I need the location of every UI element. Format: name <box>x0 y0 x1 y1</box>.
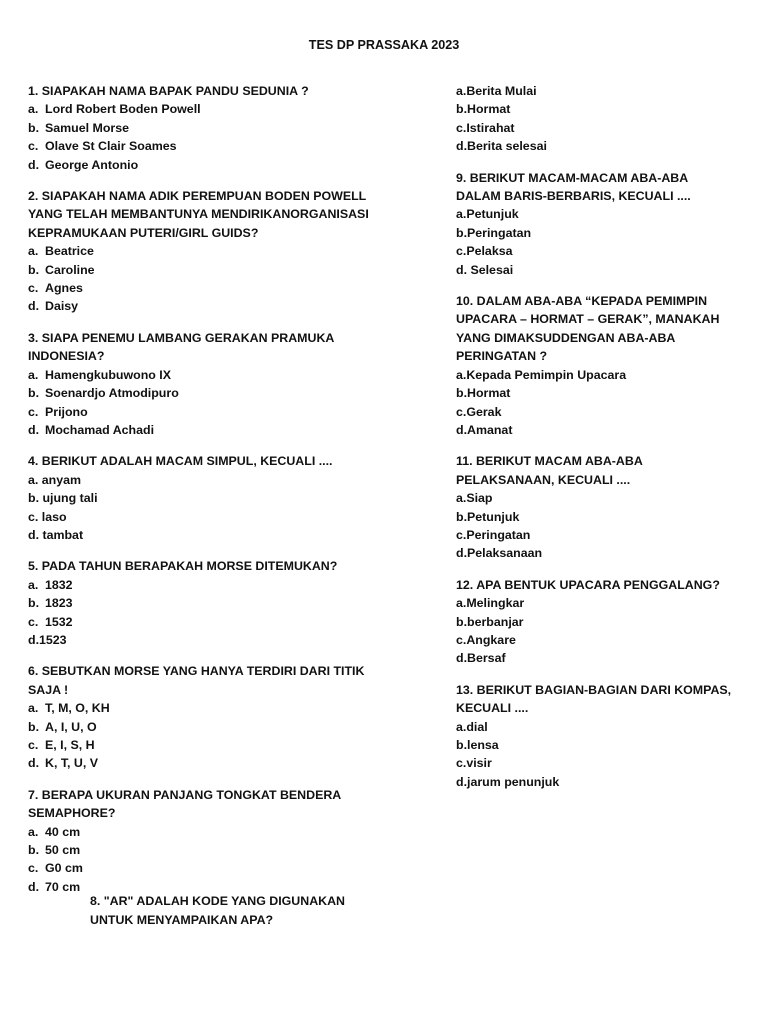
question-text: 12. APA BENTUK UPACARA PENGGALANG? <box>456 577 720 592</box>
option-text: Soenardjo Atmodipuro <box>45 386 179 401</box>
option-c: c.Peringatan <box>456 527 531 542</box>
question-text: YANG DIMAKSUDDENGAN ABA-ABA <box>456 330 676 345</box>
option-d <box>28 156 398 174</box>
option-letter: a. <box>28 244 39 259</box>
question-text: 11. BERIKUT MACAM ABA-ABA <box>456 454 643 469</box>
option-a <box>28 100 398 118</box>
option-d <box>28 421 398 439</box>
option-b <box>28 594 398 612</box>
question-text: SAJA ! <box>28 682 69 697</box>
option-d: d. Selesai <box>456 262 514 277</box>
option-letter: b. <box>28 719 40 734</box>
question-text: 9. BERIKUT MACAM-MACAM ABA-ABA <box>456 170 689 185</box>
option-letter: d. <box>28 879 40 894</box>
option-b <box>28 119 398 137</box>
option-text: 40 cm <box>45 824 81 839</box>
question-text: 3. SIAPA PENEMU LAMBANG GERAKAN PRAMUKA <box>28 330 335 345</box>
option-letter: a. <box>28 367 39 382</box>
option-letter: c. <box>28 861 39 876</box>
option-letter: a. <box>28 824 39 839</box>
question-12 <box>456 576 746 668</box>
option-text: 1832 <box>45 577 73 592</box>
option-letter: d. <box>28 422 40 437</box>
question-text: PELAKSANAAN, KECUALI .... <box>456 472 631 487</box>
option-letter: b. <box>28 386 40 401</box>
option-letter: c. <box>28 738 39 752</box>
option-a: a. anyam <box>28 472 82 487</box>
question-text: INDONESIA? <box>28 349 105 364</box>
option-text: 70 cm <box>45 879 81 894</box>
option-a <box>28 699 398 717</box>
option-b <box>28 261 398 279</box>
option-a: a.Petunjuk <box>456 207 519 222</box>
option-text: G0 cm <box>45 861 83 876</box>
option-c <box>28 403 398 421</box>
option-text: Caroline <box>45 262 95 277</box>
option-text: George Antonio <box>45 157 139 172</box>
question-8 <box>90 892 398 929</box>
document-title: TES DP PRASSAKA 2023 <box>308 38 460 52</box>
option-c: c.Angkare <box>456 632 516 647</box>
question-text: 4. BERIKUT ADALAH MACAM SIMPUL, KECUALI .... <box>28 454 333 469</box>
question-text: 10. DALAM ABA-ABA “KEPADA PEMIMPIN <box>456 294 708 309</box>
option-text: Samuel Morse <box>45 120 130 135</box>
option-d: d.jarum penunjuk <box>456 774 560 789</box>
question-8-options <box>456 82 746 156</box>
question-text: KEPRAMUKAAN PUTERI/GIRL GUIDS? <box>28 225 259 240</box>
option-text: 50 cm <box>45 843 81 858</box>
question-text: 5. PADA TAHUN BERAPAKAH MORSE DITEMUKAN? <box>28 559 338 574</box>
option-d <box>28 754 398 772</box>
option-a: a.Kepada Pemimpin Upacara <box>456 367 627 382</box>
option-text: 1532 <box>45 614 73 629</box>
option-letter: a. <box>28 102 39 117</box>
option-letter: b. <box>28 843 40 858</box>
option-b: b. ujung tali <box>28 491 98 506</box>
option-a <box>28 576 398 594</box>
option-c <box>28 736 398 754</box>
option-letter: b. <box>28 596 40 611</box>
option-b: b.Hormat <box>456 102 511 117</box>
question-text: 2. SIAPAKAH NAMA ADIK PEREMPUAN BODEN POWELL <box>28 189 367 204</box>
question-1 <box>28 82 398 174</box>
option-c <box>28 137 398 155</box>
option-text: 1823 <box>45 596 73 611</box>
option-b: b.Hormat <box>456 386 511 401</box>
question-7 <box>28 786 398 896</box>
option-d: d. tambat <box>28 527 84 542</box>
option-a <box>28 823 398 841</box>
option-b: b.Petunjuk <box>456 509 520 524</box>
question-text: 1. SIAPAKAH NAMA BAPAK PANDU SEDUNIA ? <box>28 84 309 98</box>
option-text: Hamengkubuwono IX <box>45 367 171 382</box>
option-text: Beatrice <box>45 244 94 259</box>
option-text: Olave St Clair Soames <box>45 139 177 154</box>
question-text: UNTUK MENYAMPAIKAN APA? <box>90 912 274 927</box>
option-letter: d. <box>28 157 40 172</box>
question-text: DALAM BARIS-BERBARIS, KECUALI .... <box>456 189 691 204</box>
option-text: Mochamad Achadi <box>45 422 155 437</box>
option-letter: a. <box>28 701 39 716</box>
option-a: a.Berita Mulai <box>456 84 537 98</box>
option-d: d.Pelaksanaan <box>456 546 543 561</box>
question-text: KECUALI .... <box>456 701 529 716</box>
option-letter: c. <box>28 281 39 296</box>
option-letter: b. <box>28 120 40 135</box>
question-3 <box>28 329 398 439</box>
question-text: 6. SEBUTKAN MORSE YANG HANYA TERDIRI DARI TITIK <box>28 664 365 679</box>
question-13 <box>456 681 746 791</box>
option-a: a.dial <box>456 719 488 734</box>
option-text: A, I, U, O <box>45 719 97 734</box>
question-text: PERINGATAN ? <box>456 349 548 364</box>
question-text: YANG TELAH MEMBANTUNYA MENDIRIKANORGANISASI <box>28 207 369 222</box>
option-text: Daisy <box>45 299 79 314</box>
option-b: b.lensa <box>456 738 499 752</box>
option-letter: c. <box>28 404 39 419</box>
option-d: d.Berita selesai <box>456 139 547 154</box>
option-c: c. laso <box>28 509 67 524</box>
option-letter: b. <box>28 262 40 277</box>
question-text: UPACARA – HORMAT – GERAK”, MANAKAH <box>456 312 720 327</box>
option-b <box>28 841 398 859</box>
option-a <box>28 242 398 260</box>
option-letter: c. <box>28 614 39 629</box>
option-d: d.Amanat <box>456 422 513 437</box>
option-text: T, M, O, KH <box>45 701 110 716</box>
option-c <box>28 613 398 631</box>
option-d <box>28 297 398 315</box>
option-letter: a. <box>28 577 39 592</box>
option-b <box>28 718 398 736</box>
option-letter: c. <box>28 139 39 154</box>
option-b: b.Peringatan <box>456 225 532 240</box>
option-text: E, I, S, H <box>45 738 95 752</box>
question-6 <box>28 662 398 772</box>
option-c <box>28 859 398 877</box>
left-column <box>28 82 398 942</box>
question-2 <box>28 187 398 316</box>
option-c: c.Istirahat <box>456 120 515 135</box>
option-text: Prijono <box>45 404 88 419</box>
question-10 <box>456 292 746 439</box>
option-a: a.Melingkar <box>456 596 525 611</box>
option-text: Agnes <box>45 281 83 296</box>
question-9 <box>456 169 746 279</box>
right-column <box>456 82 746 804</box>
option-c: c.visir <box>456 756 492 771</box>
option-a <box>28 366 398 384</box>
question-text: 8. "AR" ADALAH KODE YANG DIGUNAKAN <box>90 894 345 909</box>
option-c: c.Pelaksa <box>456 244 513 259</box>
option-text: K, T, U, V <box>45 756 99 771</box>
option-a: a.Siap <box>456 491 493 506</box>
question-text: 7. BERAPA UKURAN PANJANG TONGKAT BENDERA <box>28 787 342 802</box>
option-letter: d. <box>28 299 40 314</box>
option-letter: d. <box>28 756 40 771</box>
question-5 <box>28 557 398 649</box>
question-11 <box>456 452 746 562</box>
question-4 <box>28 452 398 544</box>
option-b <box>28 384 398 402</box>
option-d: d.1523 <box>28 632 67 647</box>
question-text: SEMAPHORE? <box>28 806 116 821</box>
option-d: d.Bersaf <box>456 651 506 666</box>
option-text: Lord Robert Boden Powell <box>45 102 201 117</box>
question-text: 13. BERIKUT BAGIAN-BAGIAN DARI KOMPAS, <box>456 682 732 697</box>
option-c: c.Gerak <box>456 404 502 419</box>
option-c <box>28 279 398 297</box>
option-b: b.berbanjar <box>456 614 524 629</box>
